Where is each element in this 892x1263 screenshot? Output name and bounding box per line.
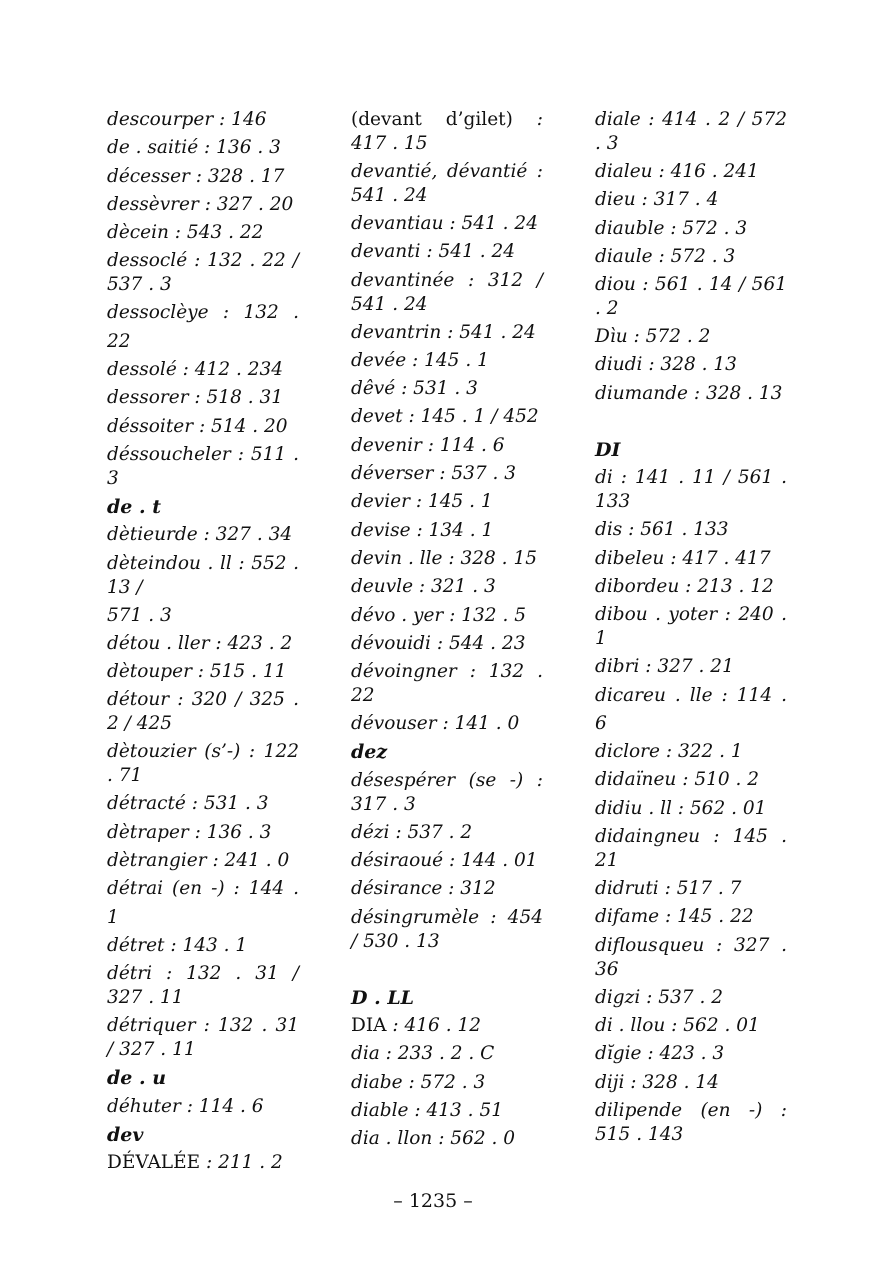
index-entry: dévouser : 141 . 0 xyxy=(351,713,520,735)
index-entry: diable : 413 . 51 xyxy=(351,1099,503,1121)
index-entry: dètrangier : 241 . 0 xyxy=(107,850,290,872)
index-entry: détracté : 531 . 3 xyxy=(107,793,269,815)
index-entry: dialeu : 416 . 241 xyxy=(595,161,759,182)
index-entry: didruti : 517 . 7 xyxy=(595,878,742,900)
index-entry: détour : 320 / 325 . 2 / 425 xyxy=(107,689,299,735)
entry-headword: DÉVALÉE xyxy=(107,1152,201,1174)
index-entry: deuvle : 321 . 3 xyxy=(351,576,496,598)
index-entry: difame : 145 . 22 xyxy=(595,906,754,928)
index-entry: détrai (en -) : 144 . 1 xyxy=(107,878,299,928)
index-entry: devier : 145 . 1 xyxy=(351,491,493,513)
section-heading: DI xyxy=(595,439,621,462)
index-entry: dibou . yoter : 240 . 1 xyxy=(595,604,787,650)
index-column-3 xyxy=(595,106,787,1149)
index-entry: devantiau : 541 . 24 xyxy=(351,213,538,234)
index-entry: dètouper : 515 . 11 xyxy=(107,661,287,683)
index-entry: diaule : 572 . 3 xyxy=(595,245,736,267)
index-entry: dia . llon : 562 . 0 xyxy=(351,1128,516,1150)
index-entry: Dìu : 572 . 2 xyxy=(595,326,711,348)
index-entry: di : 141 . 11 / 561 . 133 xyxy=(595,467,787,513)
entry-headword: DIA xyxy=(351,1014,387,1036)
index-entry: détret : 143 . 1 xyxy=(107,934,248,956)
index-entry: diou : 561 . 14 / 561 . 2 xyxy=(595,274,787,320)
index-entry: dĭgie : 423 . 3 xyxy=(595,1043,725,1065)
index-entry: dèteindou . ll : 552 . 13 / xyxy=(107,552,299,598)
index-entry: diabe : 572 . 3 xyxy=(351,1071,486,1093)
index-entry: dessoclèye : 132 . 22 xyxy=(107,302,299,352)
index-entry: descourper : 146 xyxy=(107,109,267,130)
section-heading: dev xyxy=(107,1123,144,1146)
index-entry: didaïneu : 510 . 2 xyxy=(595,769,760,791)
index-column-1 xyxy=(107,106,299,1177)
index-entry: dibeleu : 417 . 417 xyxy=(595,547,771,569)
index-entry xyxy=(351,106,543,158)
index-entry: dibordeu : 213 . 12 xyxy=(595,575,774,597)
index-entry: dètouzier (s’-) : 122 . 71 xyxy=(107,741,299,787)
index-entry: dètieurde : 327 . 34 xyxy=(107,524,293,546)
index-entry: détri : 132 . 31 / 327 . 11 xyxy=(107,963,299,1009)
index-entry: devise : 134 . 1 xyxy=(351,519,494,541)
index-entry: diflousqueu : 327 . 36 xyxy=(595,934,787,980)
index-entry: dézi : 537 . 2 xyxy=(351,821,473,843)
index-entry: diauble : 572 . 3 xyxy=(595,217,748,239)
index-entry: 571 . 3 xyxy=(107,604,172,626)
index-entry: di . llou : 562 . 01 xyxy=(595,1014,760,1036)
index-entry: dévo . yer : 132 . 5 xyxy=(351,604,526,626)
index-entry: devantinée : 312 / 541 . 24 xyxy=(351,269,543,315)
index-entry: diji : 328 . 14 xyxy=(595,1071,719,1093)
index-entry: décesser : 328 . 17 xyxy=(107,165,285,187)
entry-reference: : 211 . 2 xyxy=(200,1152,283,1174)
index-entry: dessorer : 518 . 31 xyxy=(107,387,284,409)
index-column-2 xyxy=(351,106,543,1153)
index-entry: dessoclé : 132 . 22 / 537 . 3 xyxy=(107,250,299,296)
index-entry: devanti : 541 . 24 xyxy=(351,241,516,263)
index-entry: dicareu . lle : 114 . 6 xyxy=(595,684,787,734)
index-entry: devantrin : 541 . 24 xyxy=(351,321,536,343)
index-entry xyxy=(107,1149,299,1177)
index-entry: dècein : 543 . 22 xyxy=(107,222,264,244)
index-entry: dia : 233 . 2 . C xyxy=(351,1043,495,1065)
index-entry: détriquer : 132 . 31 / 327 . 11 xyxy=(107,1015,299,1061)
index-entry: devin . lle : 328 . 15 xyxy=(351,547,537,569)
section-heading: de . t xyxy=(107,495,161,518)
index-entry: déssoiter : 514 . 20 xyxy=(107,415,288,437)
entry-headword: (devant d’gilet) xyxy=(351,109,513,130)
index-entry: diale : 414 . 2 / 572 . 3 xyxy=(595,109,787,154)
index-entry: déhuter : 114 . 6 xyxy=(107,1095,264,1117)
index-entry: devet : 145 . 1 / 452 xyxy=(351,406,539,428)
index-entry: devenir : 114 . 6 xyxy=(351,434,505,456)
index-entry: didiu . ll : 562 . 01 xyxy=(595,797,767,819)
index-entry: dessèvrer : 327 . 20 xyxy=(107,193,294,215)
index-entry: dibri : 327 . 21 xyxy=(595,656,734,678)
index-entry: diudi : 328 . 13 xyxy=(595,354,737,376)
entry-reference: : 416 . 12 xyxy=(386,1014,482,1036)
index-entry: dieu : 317 . 4 xyxy=(595,189,719,211)
section-gap xyxy=(595,408,787,436)
index-entry: dévoingner : 132 . 22 xyxy=(351,661,543,707)
index-entry: diclore : 322 . 1 xyxy=(595,741,743,763)
section-heading: dez xyxy=(351,741,388,764)
section-heading: D . LL xyxy=(351,986,415,1009)
index-entry xyxy=(351,1012,543,1040)
index-entry: devantié, dévantié : 541 . 24 xyxy=(351,161,543,206)
index-entry: désirance : 312 xyxy=(351,878,496,900)
section-heading: de . u xyxy=(107,1067,167,1090)
index-entry: désespérer (se -) : 317 . 3 xyxy=(351,769,543,815)
page-number: – 1235 – xyxy=(393,1190,473,1212)
index-entry: déverser : 537 . 3 xyxy=(351,463,517,485)
index-entry: dètraper : 136 . 3 xyxy=(107,821,272,843)
index-entry: didaingneu : 145 . 21 xyxy=(595,826,787,872)
entry-reference: : 417 . 15 xyxy=(351,109,543,154)
index-entry: dessolé : 412 . 234 xyxy=(107,359,284,381)
index-entry: diumande : 328 . 13 xyxy=(595,382,783,404)
index-entry: déssoucheler : 511 . 3 xyxy=(107,443,299,489)
index-entry: de . saitié : 136 . 3 xyxy=(107,137,281,159)
index-entry: dêvé : 531 . 3 xyxy=(351,378,478,400)
index-entry: dilipende (en -) : 515 . 143 xyxy=(595,1099,787,1145)
index-entry: devée : 145 . 1 xyxy=(351,349,489,371)
index-entry: dévouidi : 544 . 23 xyxy=(351,632,526,654)
index-entry: détou . ller : 423 . 2 xyxy=(107,632,293,654)
index-entry: digzi : 537 . 2 xyxy=(595,986,723,1008)
index-entry: dis : 561 . 133 xyxy=(595,519,729,541)
index-entry: désiraoué : 144 . 01 xyxy=(351,850,538,872)
index-entry: désingrumèle : 454 / 530 . 13 xyxy=(351,906,543,952)
section-gap xyxy=(351,956,543,984)
